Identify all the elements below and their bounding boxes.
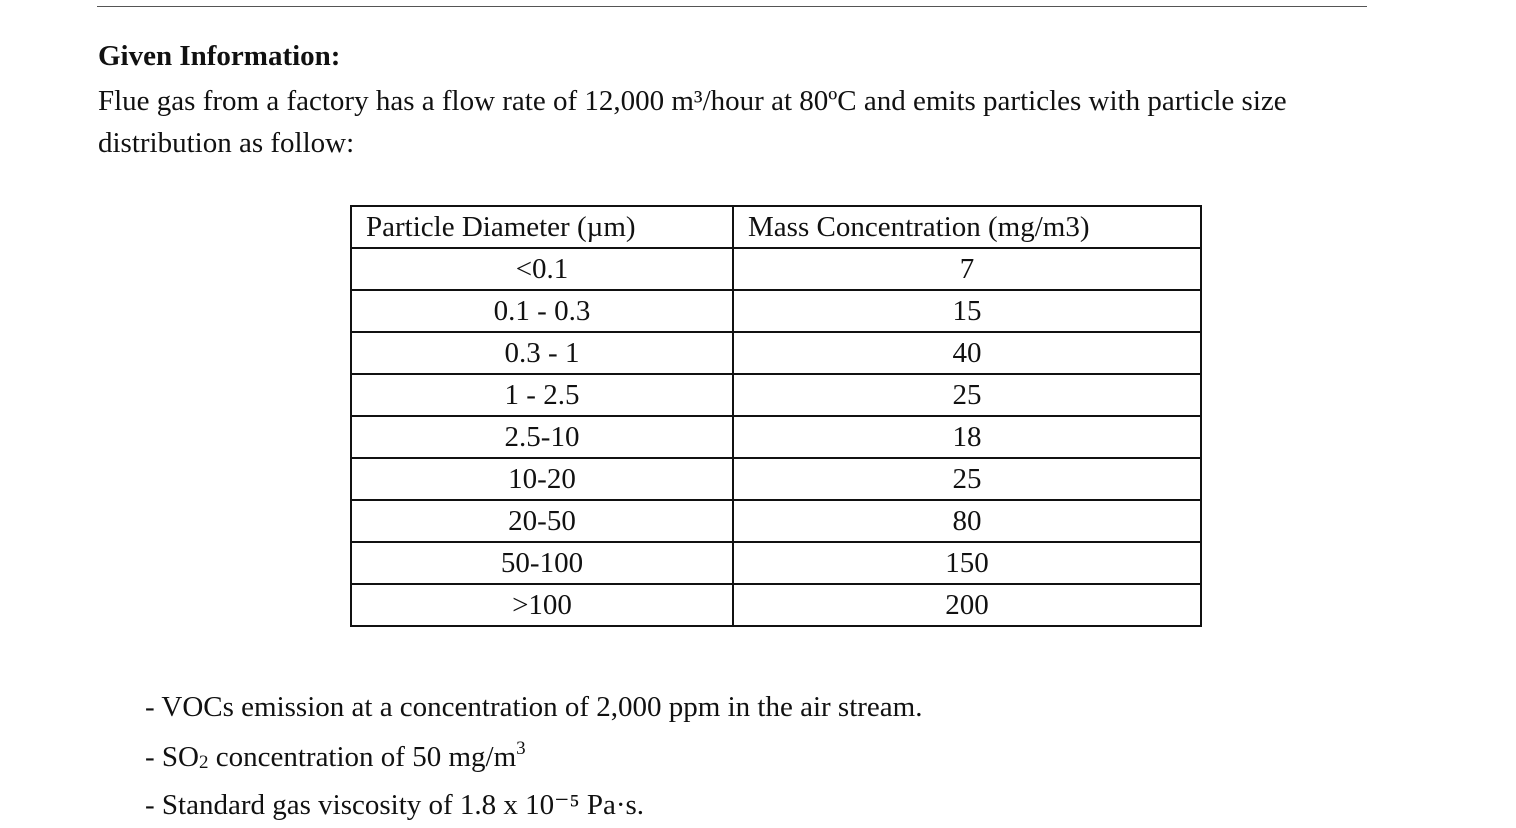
table-row — [351, 416, 1201, 458]
note-viscosity: - Standard gas viscosity of 1.8 x 10⁻⁵ Pa·s. — [145, 789, 645, 821]
note-so2 — [145, 728, 922, 784]
note-so2-superscript: 3 — [516, 738, 526, 759]
note-so2-text: concentration of 50 mg/m — [208, 741, 517, 773]
header-particle-diameter: Particle Diameter (µm) — [351, 206, 733, 248]
section-heading: Given Information: — [98, 40, 341, 72]
concentration-cell: 25 — [733, 374, 1201, 416]
header-mass-concentration: Mass Concentration (mg/m3) — [733, 206, 1201, 248]
concentration-cell: 25 — [733, 458, 1201, 500]
table-row — [351, 290, 1201, 332]
concentration-cell: 15 — [733, 290, 1201, 332]
table-row — [351, 458, 1201, 500]
concentration-cell: 40 — [733, 332, 1201, 374]
diameter-cell: 1 - 2.5 — [351, 374, 733, 416]
table-row — [351, 584, 1201, 626]
table-row — [351, 500, 1201, 542]
intro-paragraph: Flue gas from a factory has a flow rate of 12,000 m³/hour at 80ºC and emits particles with particle size distribution as follow: — [98, 85, 1287, 159]
table-header-row — [351, 206, 1201, 248]
top-rule — [97, 6, 1367, 7]
concentration-cell: 18 — [733, 416, 1201, 458]
note-so2-prefix: - SO — [145, 741, 199, 773]
note-so2-subscript: 2 — [198, 752, 209, 773]
table-row — [351, 542, 1201, 584]
diameter-cell: <0.1 — [351, 248, 733, 290]
notes-list — [145, 686, 922, 826]
table-row — [351, 332, 1201, 374]
diameter-cell: >100 — [351, 584, 733, 626]
diameter-cell: 2.5-10 — [351, 416, 733, 458]
concentration-cell: 200 — [733, 584, 1201, 626]
concentration-cell: 80 — [733, 500, 1201, 542]
diameter-cell: 20-50 — [351, 500, 733, 542]
particle-size-table — [350, 205, 1202, 627]
note-voc: - VOCs emission at a concentration of 2,000 ppm in the air stream. — [145, 691, 923, 723]
diameter-cell: 50-100 — [351, 542, 733, 584]
table-row — [351, 248, 1201, 290]
diameter-cell: 0.3 - 1 — [351, 332, 733, 374]
diameter-cell: 10-20 — [351, 458, 733, 500]
diameter-cell: 0.1 - 0.3 — [351, 290, 733, 332]
table-row — [351, 374, 1201, 416]
concentration-cell: 150 — [733, 542, 1201, 584]
concentration-cell: 7 — [733, 248, 1201, 290]
